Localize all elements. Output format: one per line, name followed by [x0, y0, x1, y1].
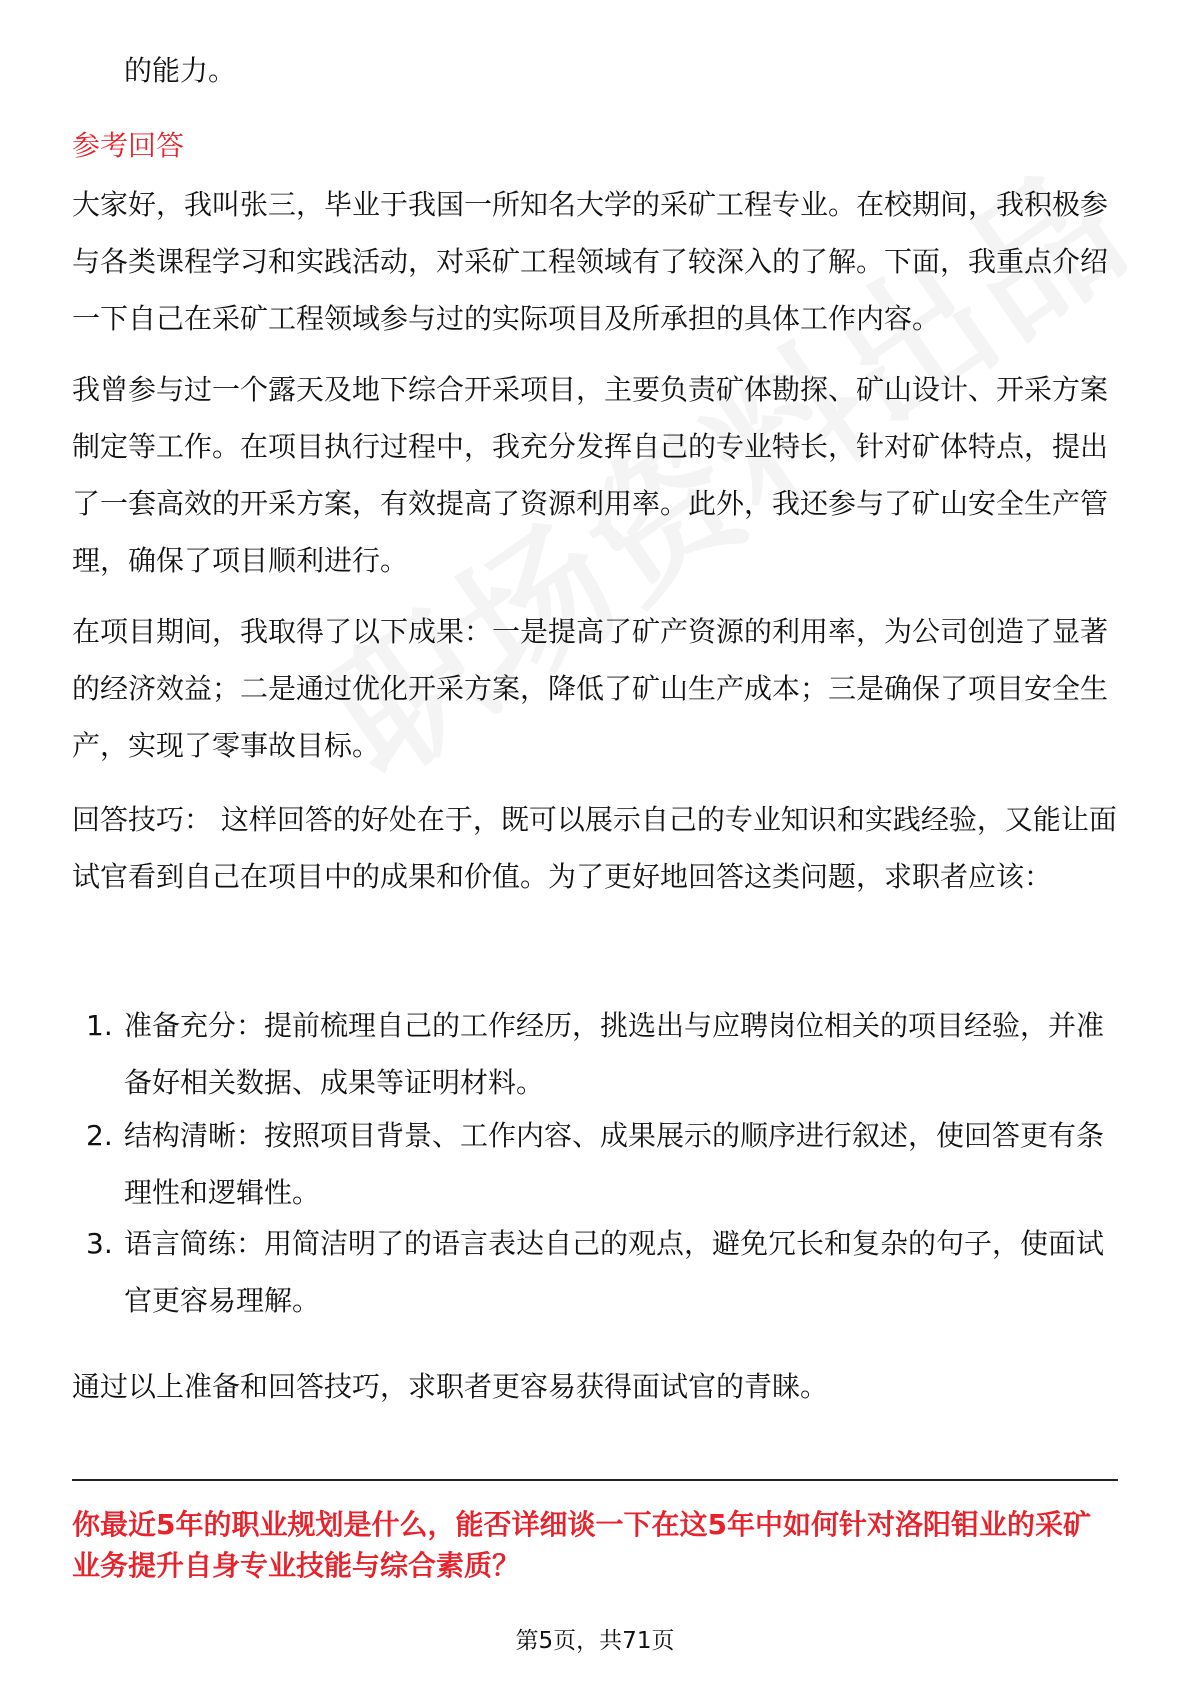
list-item-text: 语言简练：用简洁明了的语言表达自己的观点，避免冗长和复杂的句子，使面试官更容易理解。: [124, 1227, 1105, 1317]
answer-paragraph-1: 大家好，我叫张三，毕业于我国一所知名大学的采矿工程专业。在校期间，我积极参与各类课程学习和实践活动，对采矿工程领域有了较深入的了解。下面，我重点介绍一下自己在采矿工程领域参与过的实际项目及所承担的具体工作内容。: [72, 188, 1109, 335]
list-item-number: 2.: [86, 1119, 113, 1152]
list-item-number: 1.: [86, 1009, 113, 1042]
answer-paragraph-2: 我曾参与过一个露天及地下综合开采项目，主要负责矿体勘探、矿山设计、开采方案制定等工作。在项目执行过程中，我充分发挥自己的专业特长，针对矿体特点，提出了一套高效的开采方案，有效提高了资源利用率。此外，我还参与了矿山安全生产管理，确保了项目顺利进行。: [72, 373, 1109, 577]
list-item: [72, 1215, 1118, 1329]
list-item: [72, 997, 1118, 1107]
answer-paragraph-3: 在项目期间，我取得了以下成果：一是提高了矿产资源的利用率，为公司创造了显著的经济效益；二是通过优化开采方案，降低了矿山生产成本；三是确保了项目安全生产，实现了零事故目标。: [72, 615, 1109, 762]
list-item-text: 准备充分：提前梳理自己的工作经历，挑选出与应聘岗位相关的项目经验，并准备好相关数据、成果等证明材料。: [124, 1009, 1105, 1099]
closing-paragraph: 通过以上准备和回答技巧，求职者更容易获得面试官的青睐。: [72, 1370, 829, 1403]
page-number-footer: 第5页，共71页: [515, 1628, 675, 1654]
next-question-heading: 你最近5年的职业规划是什么，能否详细谈一下在这5年中如何针对洛阳钼业的采矿业务提升自身专业技能与综合素质？: [72, 1508, 1091, 1582]
list-item-number: 3.: [86, 1227, 113, 1260]
list-item: [72, 1107, 1118, 1215]
tips-list: [72, 997, 1118, 1329]
section-divider: [72, 1479, 1118, 1481]
list-item-text: 结构清晰：按照项目背景、工作内容、成果展示的顺序进行叙述，使回答更有条理性和逻辑性。: [124, 1119, 1105, 1209]
answer-label: 参考回答: [72, 129, 185, 162]
tips-intro-paragraph: 回答技巧： 这样回答的好处在于，既可以展示自己的专业知识和实践经验，又能让面试官看到自己在项目中的成果和价值。为了更好地回答这类问题，求职者应该：: [72, 803, 1117, 893]
continuation-text: 的能力。: [124, 54, 237, 87]
